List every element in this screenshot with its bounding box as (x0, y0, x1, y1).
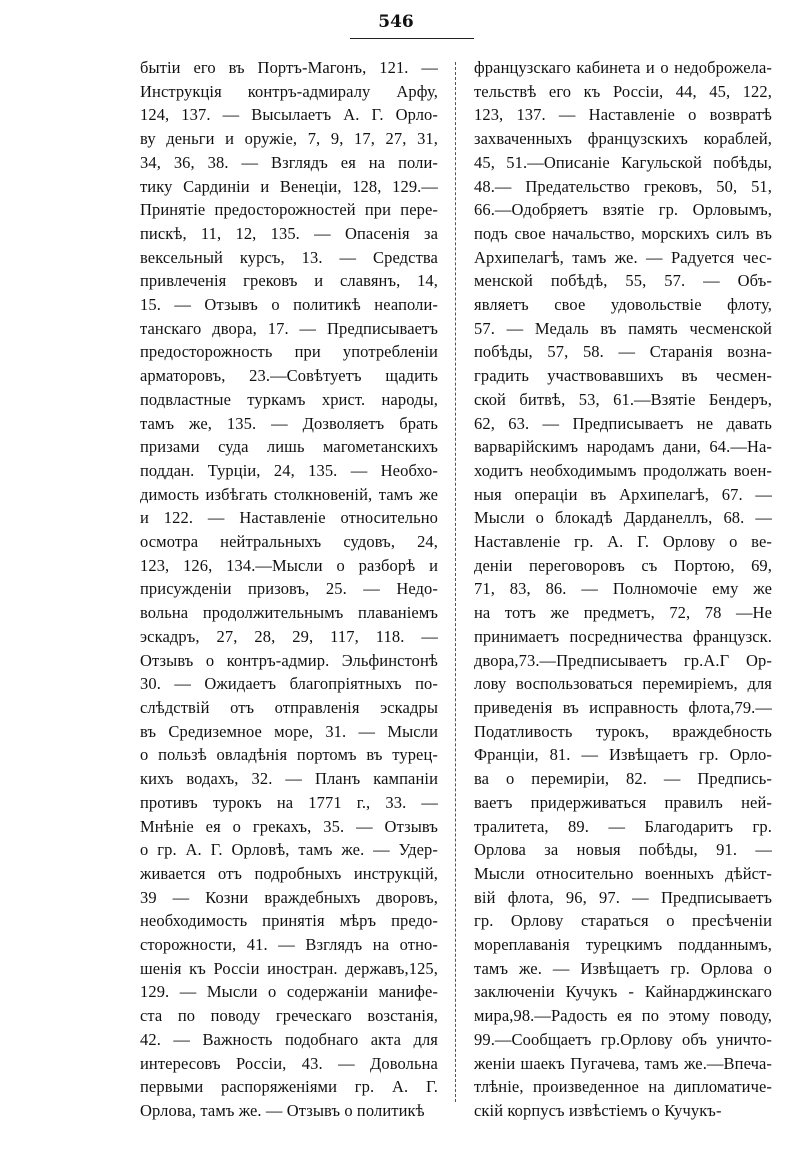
text-line: противъ турокъ на 1771 г., 33. — (140, 792, 438, 812)
text-line: 66.—Одобряетъ взятіе гр. Орловымъ, (474, 200, 772, 220)
text-line: бытіи его въ Портъ-Магонъ, 121. — (140, 58, 438, 77)
text-line: тлѣніе, произведенное на дипломатиче- (474, 1077, 772, 1097)
text-line: французскаго кабинета и о недоброжела- (474, 58, 772, 77)
text-line: ваетъ придерживаться правилъ ней- (474, 792, 772, 812)
text-line: 48.— Предательство грековъ, 50, 51, (474, 176, 772, 196)
text-line: Мысли о блокадѣ Дарданеллъ, 68. — (474, 508, 772, 528)
page-number: 546 (378, 12, 414, 32)
text-line: первыми распоряженіями гр. А. Г. (140, 1077, 438, 1097)
text-line: о пользѣ овладѣнія портомъ въ турец- (140, 745, 438, 765)
text-line: захваченныхъ французскихъ кораблей, (474, 129, 772, 149)
text-line: Отзывъ о контръ-адмир. Эльфинстонѣ (140, 650, 438, 670)
text-line: деніи переговоровъ съ Портою, 69, (474, 555, 772, 575)
index-column-left (140, 56, 438, 1123)
text-line: 71, 83, 86. — Полномочіе ему же (474, 579, 772, 599)
text-line: вій флота, 96, 97. — Предписываетъ (474, 887, 772, 907)
text-line: 57. — Медаль въ память чесменской (474, 318, 772, 338)
text-line: мореплаванія турецкимъ подданнымъ, (474, 935, 772, 955)
text-line: принимаетъ посредничества французск. (474, 626, 772, 646)
text-line: 123, 137. — Наставленіе о возвратѣ (474, 105, 772, 125)
text-line: призами суда лишь магометанскихъ (140, 437, 438, 457)
text-line: 123, 126, 134.—Мысли о разборѣ и (140, 555, 438, 575)
text-line: живается отъ подробныхъ инструкцій, (140, 863, 438, 883)
text-line: арматоровъ, 23.—Совѣтуетъ щадить (140, 366, 438, 386)
text-line: Орлова за новыя побѣды, 91. — (474, 840, 772, 860)
text-line: 99.—Сообщаетъ гр.Орлову объ уничто- (474, 1029, 772, 1049)
text-line: градить участвовавшихъ въ чесмен- (474, 366, 772, 386)
text-line: менской побѣдѣ, 55, 57. — Объ- (474, 271, 772, 291)
text-line: 34, 36, 38. — Взглядъ ея на поли- (140, 152, 438, 172)
text-line: на тотъ же предметъ, 72, 78 —Не (474, 603, 772, 623)
text-line: вольна продолжительнымъ плаваніемъ (140, 603, 438, 623)
text-line: Мнѣніе ея о грекахъ, 35. — Отзывъ (140, 816, 438, 836)
text-line: 15. — Отзывъ о политикѣ неаполи- (140, 295, 438, 315)
text-line: интересовъ Россіи, 43. — Довольна (140, 1053, 438, 1073)
text-line: 62, 63. — Предписываетъ не давать (474, 413, 772, 433)
text-line: Наставленіе гр. А. Г. Орлову о ве- (474, 532, 772, 552)
text-line: ходитъ необходимымъ продолжать воен- (474, 460, 772, 480)
text-line: сторожности, 41. — Взглядъ на отно- (140, 935, 438, 955)
text-line: ву деньги и оружіе, 7, 9, 17, 27, 31, (140, 129, 438, 149)
text-line: подъ свое начальство, морскихъ силъ въ (474, 223, 772, 243)
text-line: необходимость принятія мѣръ предо- (140, 911, 438, 931)
text-line: слѣдствій отъ отправленія эскадры (140, 697, 438, 717)
text-line: заключеніи Кучукъ - Кайнарджинскаго (474, 982, 772, 1002)
text-line: лову воспользоваться перемиріемъ, для (474, 674, 772, 694)
text-line: кихъ водахъ, 32. — Планъ кампаніи (140, 769, 438, 789)
text-line: димость избѣгать столкновеній, тамъ же (140, 484, 438, 504)
text-line: подвластные туркамъ христ. народы, (140, 389, 438, 409)
text-line: ста по поводу греческаго возстанія, (140, 1006, 438, 1026)
text-line: ской битвѣ, 53, 61.—Взятіе Бендеръ, (474, 389, 772, 409)
text-line: тамъ же, 135. — Дозволяетъ брать (140, 413, 438, 433)
text-line: присужденіи призовъ, 25. — Недо- (140, 579, 438, 599)
text-line: 39 — Козни враждебныхъ дворовъ, (140, 887, 438, 907)
text-line: и 122. — Наставленіе относительно (140, 508, 438, 528)
header-rule (350, 38, 474, 39)
text-line: 124, 137. — Высылаетъ А. Г. Орло- (140, 105, 438, 125)
text-line: Инструкція контръ-адмиралу Арфу, (140, 81, 438, 101)
column-divider (455, 62, 456, 1102)
text-line: 129. — Мысли о содержаніи манифе- (140, 982, 438, 1002)
text-line: ныя операціи въ Архипелагѣ, 67. — (474, 484, 772, 504)
text-line: пискѣ, 11, 12, 135. — Опасенія за (140, 223, 438, 243)
text-line: двора,73.—Предписываетъ гр.А.Г Ор- (474, 650, 772, 670)
text-line: Орлова, тамъ же. — Отзывъ о политикѣ (140, 1100, 425, 1120)
index-column-right (474, 56, 772, 1123)
text-line: Архипелагѣ, тамъ же. — Радуется чес- (474, 247, 772, 267)
text-line: въ Средиземное море, 31. — Мысли (140, 721, 438, 741)
text-line: тамъ же. — Извѣщаетъ гр. Орлова о (474, 958, 772, 978)
text-line: танскаго двора, 17. — Предписываетъ (140, 318, 438, 338)
text-line: варварійскимъ народамъ дани, 64.—На- (474, 437, 772, 457)
text-line: поддан. Турціи, 24, 135. — Необхо- (140, 460, 438, 480)
text-line: 30. — Ожидаетъ благопріятныхъ по- (140, 674, 438, 694)
text-line: приведенія въ исправность флота,79.— (474, 697, 772, 717)
text-line: женіи шаекъ Пугачева, тамъ же.—Впеча- (474, 1053, 772, 1073)
text-line: Податливость турокъ, враждебность (474, 721, 772, 741)
text-line: о гр. А. Г. Орловѣ, тамъ же. — Удер- (140, 840, 438, 860)
text-line: являетъ свое удовольствіе флоту, (474, 295, 772, 315)
text-line: шенія къ Россіи иностран. державъ,125, (140, 958, 438, 978)
text-line: побѣды, 57, 58. — Старанія возна- (474, 342, 772, 362)
text-line: ва о перемиріи, 82. — Предпись- (474, 769, 772, 789)
text-line: эскадръ, 27, 28, 29, 117, 118. — (140, 626, 438, 646)
text-line: вексельный курсъ, 13. — Средства (140, 247, 438, 267)
text-line: тельствѣ его къ Россіи, 44, 45, 122, (474, 81, 772, 101)
text-line: скій корпусъ извѣстіемъ о Кучукъ- (474, 1100, 722, 1120)
text-line: мира,98.—Радость ея по этому поводу, (474, 1006, 772, 1026)
text-line: 42. — Важность подобнаго акта для (140, 1029, 438, 1049)
text-line: гр. Орлову стараться о пресѣченіи (474, 911, 772, 931)
text-line: 45, 51.—Описаніе Кагульской побѣды, (474, 152, 772, 172)
text-line: Франціи, 81. — Извѣщаетъ гр. Орло- (474, 745, 772, 765)
text-line: Мысли относительно военныхъ дѣйст- (474, 863, 772, 883)
text-line: Принятіе предосторожностей при пере- (140, 200, 438, 220)
text-line: привлеченія грековъ и славянъ, 14, (140, 271, 438, 291)
text-line: осмотра нейтральныхъ судовъ, 24, (140, 532, 438, 552)
text-line: тику Сардиніи и Венеціи, 128, 129.— (140, 176, 438, 196)
text-line: предосторожность при употребленіи (140, 342, 438, 362)
text-line: тралитета, 89. — Благодаритъ гр. (474, 816, 772, 836)
